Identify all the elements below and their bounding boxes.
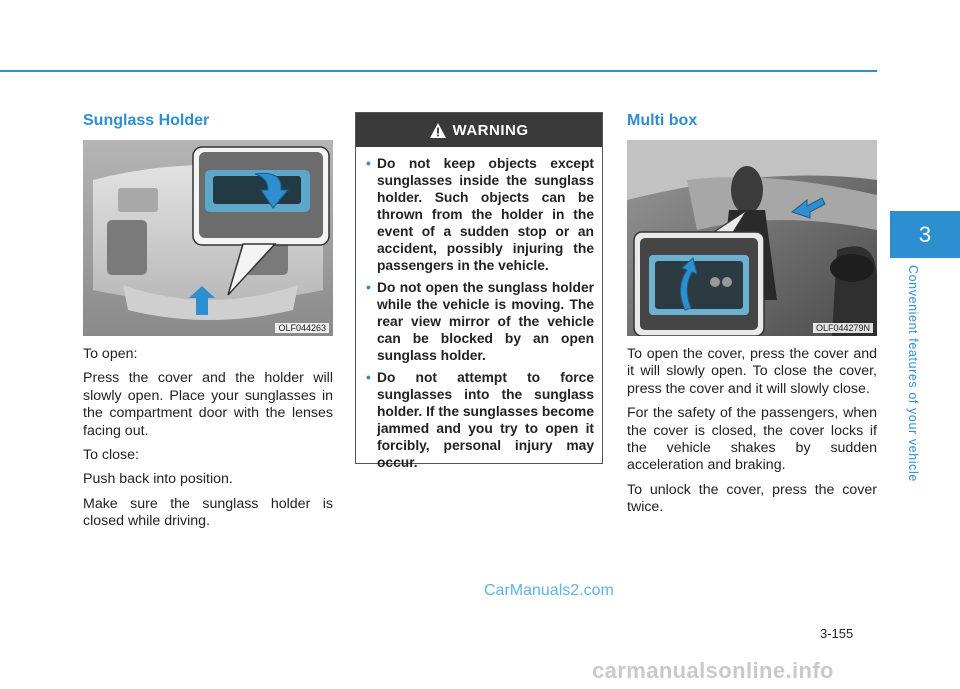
paragraph: To open:: [83, 346, 138, 362]
warning-box: [355, 112, 603, 470]
warning-item: • Do not attempt to force sunglasses into the sunglass holder. If the sunglasses become jammed and you try to open it forcibly, personal injury may occur.: [366, 370, 594, 470]
footer-watermark: carmanualsonline.info: [592, 658, 834, 683]
sunglass-holder-figure: [83, 140, 333, 336]
multi-box-figure: [627, 140, 877, 336]
page-number: 3-155: [820, 626, 854, 641]
warning-item: • Do not keep objects except sunglasses inside the sunglass holder. Such objects can be thrown from the holder in the event of a sudden stop or an accident, possibly injuring the passengers in the vehicle.: [366, 156, 594, 273]
sunglass-text: [83, 346, 333, 538]
warning-title: WARNING: [452, 121, 529, 139]
multi-box-illustration: [627, 140, 877, 336]
chapter-title: Convenient features of your vehicle: [906, 265, 920, 482]
sunglass-heading: Sunglass Holder: [83, 112, 210, 129]
paragraph: Push back into position.: [83, 471, 233, 488]
warning-triangle-icon: [430, 123, 446, 138]
paragraph: For the safety of the passengers, when the cover is closed, the cover locks if the vehicle shakes by sudden acceleration and braking.: [627, 405, 877, 474]
sunglass-holder-illustration: [83, 140, 333, 336]
warning-list: [356, 155, 602, 471]
paragraph: To open the cover, press the cover and it will slowly open. To close the cover, press the cover and it will slowly close.: [627, 346, 877, 397]
paragraph: Press the cover and the holder will slowly open. Place your sunglasses in the compartment door with the lenses facing out.: [83, 370, 333, 439]
paragraph: To close:: [83, 447, 139, 464]
chapter-tab: [890, 211, 960, 258]
header-rule: [0, 70, 877, 72]
multibox-heading: Multi box: [627, 112, 698, 129]
multibox-text: [627, 346, 877, 524]
figure-code: OLF044279N: [813, 323, 873, 333]
figure-code: OLF044263: [275, 323, 329, 333]
site-watermark[interactable]: CarManuals2.com: [484, 582, 614, 599]
chapter-number: 3: [918, 221, 932, 247]
warning-item: • Do not open the sunglass holder while the vehicle is moving. The rear view mirror of the vehicle can be blocked by an open sunglass holder.: [366, 280, 594, 363]
paragraph: Make sure the sunglass holder is closed while driving.: [83, 495, 333, 530]
warning-header: [356, 113, 602, 147]
paragraph: To unlock the cover, press the cover twice.: [627, 481, 877, 516]
